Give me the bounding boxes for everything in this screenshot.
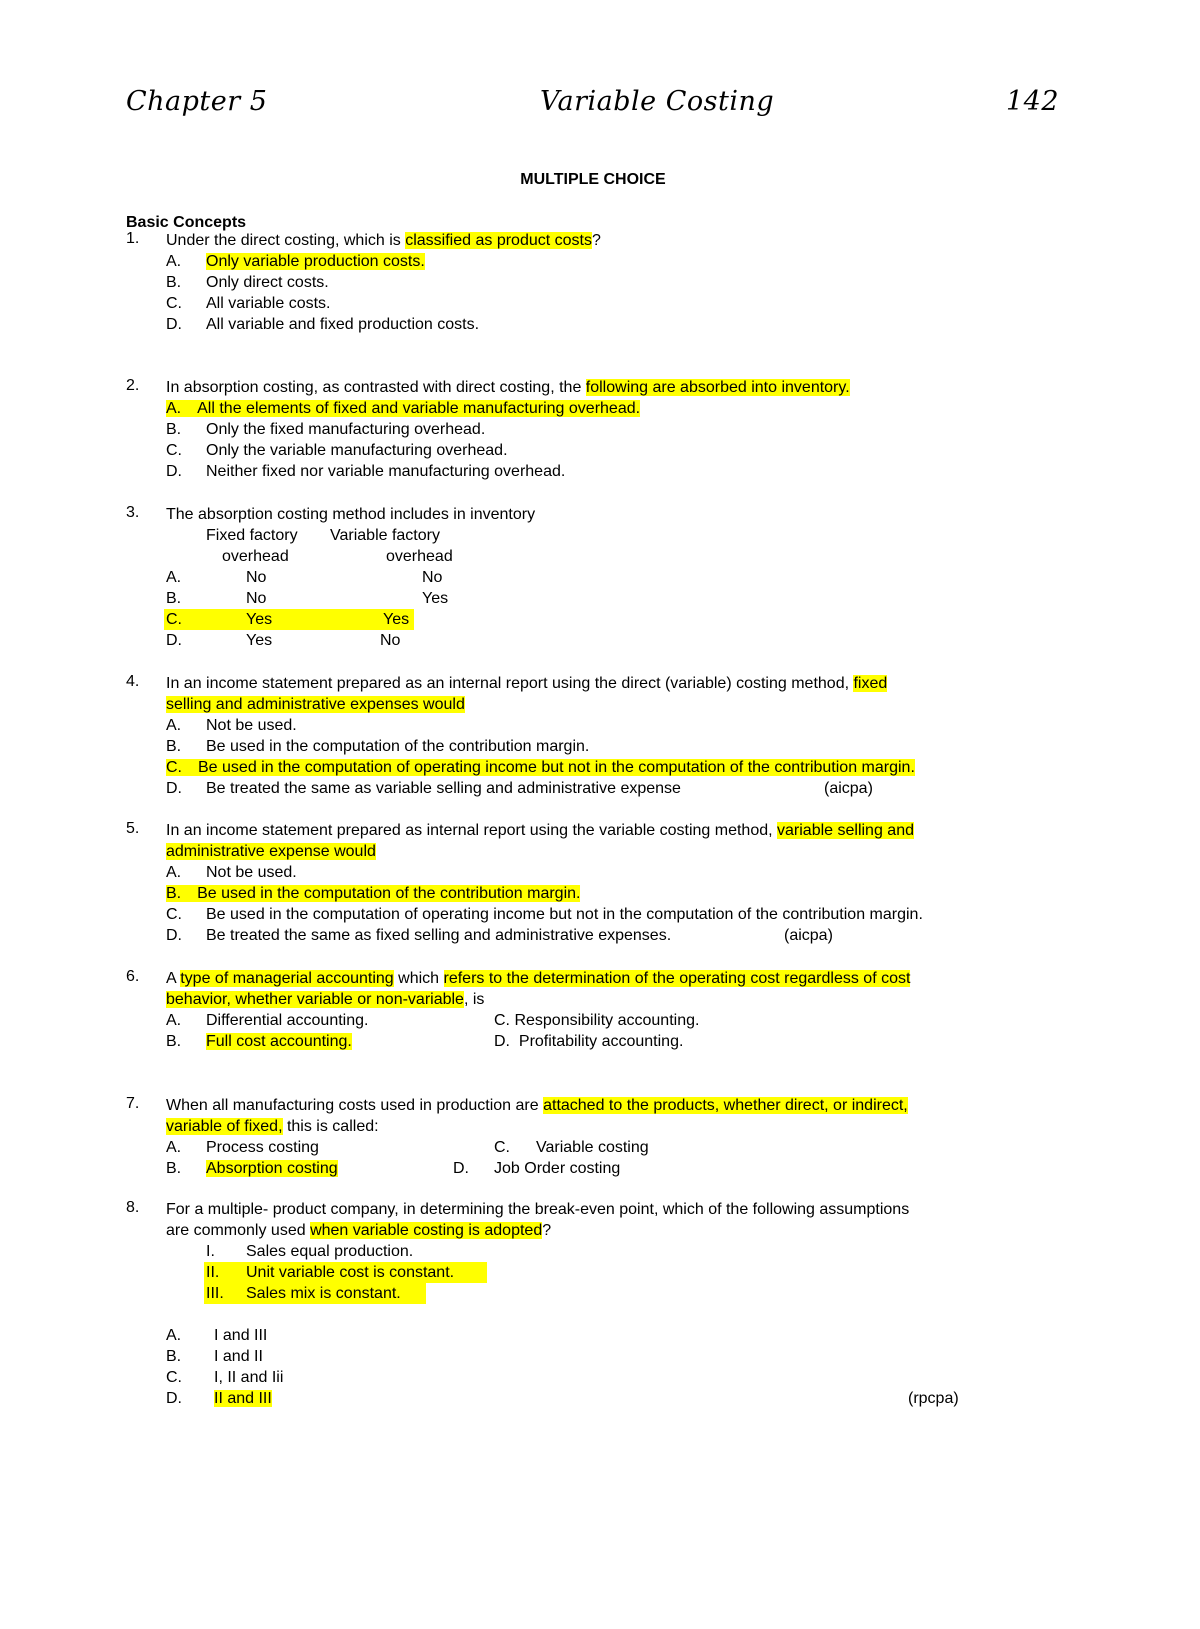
q1-option-d: D. <box>166 316 182 333</box>
q2-option-d-text: Neither fixed nor variable manufacturing overhead. <box>206 463 566 480</box>
q6-option-a-text: Differential accounting. <box>206 1012 369 1029</box>
q3-col2-header: Variable factory <box>330 527 440 544</box>
q4-option-d: D. <box>166 780 182 797</box>
section-heading: Basic Concepts <box>126 214 247 231</box>
q6-option-c: C. Responsibility accounting. <box>494 1012 700 1029</box>
q3-number: 3. <box>126 504 140 521</box>
q1-option-b-text: Only direct costs. <box>206 274 329 291</box>
q3-row-c-letter: C. <box>166 611 182 628</box>
q2-option-c-text: Only the variable manufacturing overhead. <box>206 442 508 459</box>
q2-option-b: B. <box>166 421 182 438</box>
q8-option-c: C. <box>166 1369 182 1386</box>
q7-option-b-text: Absorption costing <box>206 1160 338 1177</box>
q3-col1-header: Fixed factory <box>206 527 298 544</box>
q5-option-b: B. Be used in the computation of the contribution margin. <box>166 885 581 902</box>
page-number: 142 <box>1006 86 1060 117</box>
q2-option-b-text: Only the fixed manufacturing overhead. <box>206 421 486 438</box>
q6-stem: A type of managerial accounting which refers to the determination of the operating cost regardless of cost <box>166 970 911 987</box>
q3-row-c-c1: Yes <box>246 611 273 628</box>
q3-stem: The absorption costing method includes in inventory <box>166 506 536 523</box>
q1-option-b: B. <box>166 274 182 291</box>
q7-option-a-text: Process costing <box>206 1139 319 1156</box>
q5-option-a: A. <box>166 864 182 881</box>
q2-stem: In absorption costing, as contrasted with direct costing, the following are absorbed into inventory. <box>166 379 850 396</box>
q5-stem-2: administrative expense would <box>166 843 376 860</box>
q4-stem-2: selling and administrative expenses would <box>166 696 465 713</box>
q8-roman-3: III. <box>206 1285 224 1302</box>
q8-roman-3-text: Sales mix is constant. <box>246 1285 401 1302</box>
q8-stem-2: are commonly used when variable costing is adopted? <box>166 1222 552 1239</box>
q3-row-b-c2: Yes <box>422 590 449 607</box>
q1-option-a: A. <box>166 253 182 270</box>
q7-option-c: C. <box>494 1139 510 1156</box>
q8-roman-2: II. <box>206 1264 220 1281</box>
q8-option-a-text: I and III <box>214 1327 268 1344</box>
q5-option-c: C. <box>166 906 182 923</box>
chapter-label: Chapter 5 <box>126 86 268 117</box>
q3-row-d-c1: Yes <box>246 632 273 649</box>
q8-option-c-text: I, II and Iii <box>214 1369 284 1386</box>
q8-option-d-text: II and III <box>214 1390 272 1407</box>
q4-option-b-text: Be used in the computation of the contribution margin. <box>206 738 590 755</box>
q7-option-d: D. <box>453 1160 469 1177</box>
q3-row-a-letter: A. <box>166 569 182 586</box>
q2-option-c: C. <box>166 442 182 459</box>
q6-option-d: D. Profitability accounting. <box>494 1033 684 1050</box>
q5-source: (aicpa) <box>784 927 833 944</box>
q3-row-b-letter: B. <box>166 590 182 607</box>
q3-row-a-c2: No <box>422 569 443 586</box>
q8-option-b: B. <box>166 1348 182 1365</box>
q5-option-d-text: Be treated the same as fixed selling and administrative expenses. <box>206 927 672 944</box>
q2-option-d: D. <box>166 463 182 480</box>
q4-stem: In an income statement prepared as an internal report using the direct (variable) costing method, fixed <box>166 675 888 692</box>
q7-stem: When all manufacturing costs used in production are attached to the products, whether direct, or indirect, <box>166 1097 908 1114</box>
q3-col2-header-2: overhead <box>386 548 453 565</box>
q3-row-d-letter: D. <box>166 632 182 649</box>
q7-number: 7. <box>126 1095 140 1112</box>
q8-option-a: A. <box>166 1327 182 1344</box>
q8-roman-1: I. <box>206 1243 215 1260</box>
q2-option-a: A. All the elements of fixed and variable manufacturing overhead. <box>166 400 641 417</box>
q5-option-a-text: Not be used. <box>206 864 297 881</box>
q5-stem: In an income statement prepared as internal report using the variable costing method, variable selling and <box>166 822 914 839</box>
q7-option-d-text: Job Order costing <box>494 1160 621 1177</box>
q8-source: (rpcpa) <box>908 1390 959 1407</box>
q2-number: 2. <box>126 377 140 394</box>
q4-option-c: C. Be used in the computation of operating income but not in the computation of the contribution margin. <box>166 759 915 776</box>
q3-row-b-c1: No <box>246 590 267 607</box>
q1-option-d-text: All variable and fixed production costs. <box>206 316 480 333</box>
q4-option-b: B. <box>166 738 182 755</box>
q1-option-a-text: Only variable production costs. <box>206 253 425 270</box>
page-title: MULTIPLE CHOICE <box>520 171 666 188</box>
q6-number: 6. <box>126 968 140 985</box>
q4-option-a: A. <box>166 717 182 734</box>
q7-option-a: A. <box>166 1139 182 1156</box>
q3-row-a-c1: No <box>246 569 267 586</box>
q3-row-c-highlight <box>164 609 414 630</box>
q1-option-c: C. <box>166 295 182 312</box>
q1-number: 1. <box>126 230 140 247</box>
q1-stem: Under the direct costing, which is classified as product costs? <box>166 232 601 249</box>
q4-option-d-text: Be treated the same as variable selling and administrative expense <box>206 780 681 797</box>
q8-number: 8. <box>126 1199 140 1216</box>
q8-stem: For a multiple- product company, in determining the break-even point, which of the following assumptions <box>166 1201 910 1218</box>
q8-option-b-text: I and II <box>214 1348 263 1365</box>
q8-option-d: D. <box>166 1390 182 1407</box>
q6-option-b: B. <box>166 1033 182 1050</box>
q4-number: 4. <box>126 673 140 690</box>
q6-option-a: A. <box>166 1012 182 1029</box>
q6-stem-2: behavior, whether variable or non-variable, is <box>166 991 485 1008</box>
q4-option-a-text: Not be used. <box>206 717 297 734</box>
q5-option-c-text: Be used in the computation of operating income but not in the computation of the contribution margin. <box>206 906 923 923</box>
chapter-topic: Variable Costing <box>540 86 775 117</box>
q7-option-c-text: Variable costing <box>536 1139 649 1156</box>
q8-roman-2-text: Unit variable cost is constant. <box>246 1264 455 1281</box>
q3-row-c-c2: Yes <box>383 611 410 628</box>
q4-source: (aicpa) <box>824 780 873 797</box>
q3-row-d-c2: No <box>380 632 401 649</box>
q3-col1-header-2: overhead <box>222 548 289 565</box>
q7-option-b: B. <box>166 1160 182 1177</box>
q1-option-c-text: All variable costs. <box>206 295 331 312</box>
q5-number: 5. <box>126 820 140 837</box>
q8-roman-1-text: Sales equal production. <box>246 1243 414 1260</box>
q7-stem-2: variable of fixed, this is called: <box>166 1118 379 1135</box>
q6-option-b-text: Full cost accounting. <box>206 1033 352 1050</box>
q5-option-d: D. <box>166 927 182 944</box>
